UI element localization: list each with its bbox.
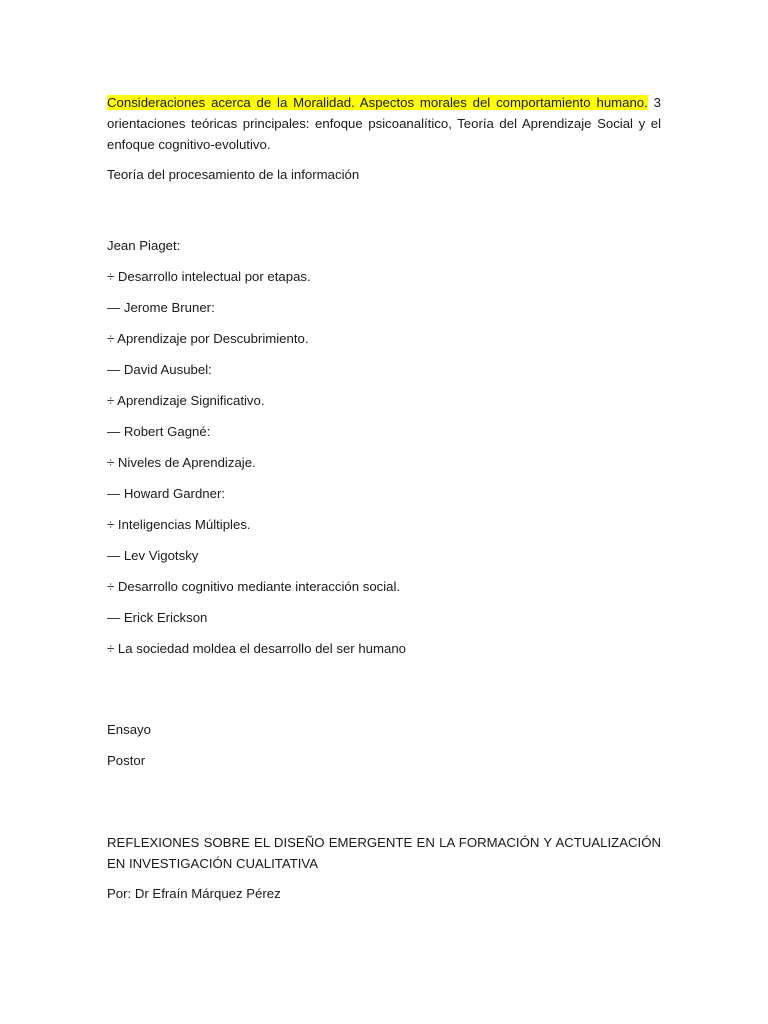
reflexiones-title: REFLEXIONES SOBRE EL DISEÑO EMERGENTE EN LA FORMACIÓN Y ACTUALIZACIÓN EN INVESTIGACIÓN CUALITATIVA — [107, 835, 661, 871]
intro-text: 3 orientaciones teóricas principales: enfoque psicoanalítico, Teoría del Aprendizaje Social y el enfoque cognitivo-evolutivo. — [107, 95, 661, 152]
document-body — [107, 92, 661, 904]
authors-list — [107, 235, 661, 659]
intro-paragraph — [107, 92, 661, 155]
list-item: — Erick Erickson — [107, 610, 208, 625]
list-item: Jean Piaget: — [107, 238, 181, 253]
postor-label: Postor — [107, 753, 146, 768]
highlighted-heading: Consideraciones acerca de la Moralidad. Aspectos morales del comportamiento humano. — [107, 95, 648, 110]
list-item: ÷ Aprendizaje por Descubrimiento. — [107, 331, 309, 346]
list-item: ÷ Desarrollo intelectual por etapas. — [107, 269, 311, 284]
list-item: — Robert Gagné: — [107, 424, 211, 439]
list-item: — Lev Vigotsky — [107, 548, 199, 563]
list-item: ÷ Aprendizaje Significativo. — [107, 393, 265, 408]
ensayo-label: Ensayo — [107, 722, 151, 737]
list-item: ÷ Desarrollo cognitivo mediante interacción social. — [107, 579, 401, 594]
list-item: ÷ La sociedad moldea el desarrollo del ser humano — [107, 641, 407, 656]
list-item: — Howard Gardner: — [107, 486, 225, 501]
list-item: ÷ Inteligencias Múltiples. — [107, 517, 251, 532]
teoria-line: Teoría del procesamiento de la información — [107, 167, 360, 182]
list-item: — Jerome Bruner: — [107, 300, 215, 315]
list-item: — David Ausubel: — [107, 362, 212, 377]
author-line: Por: Dr Efraín Márquez Pérez — [107, 886, 281, 901]
list-item: ÷ Niveles de Aprendizaje. — [107, 455, 256, 470]
